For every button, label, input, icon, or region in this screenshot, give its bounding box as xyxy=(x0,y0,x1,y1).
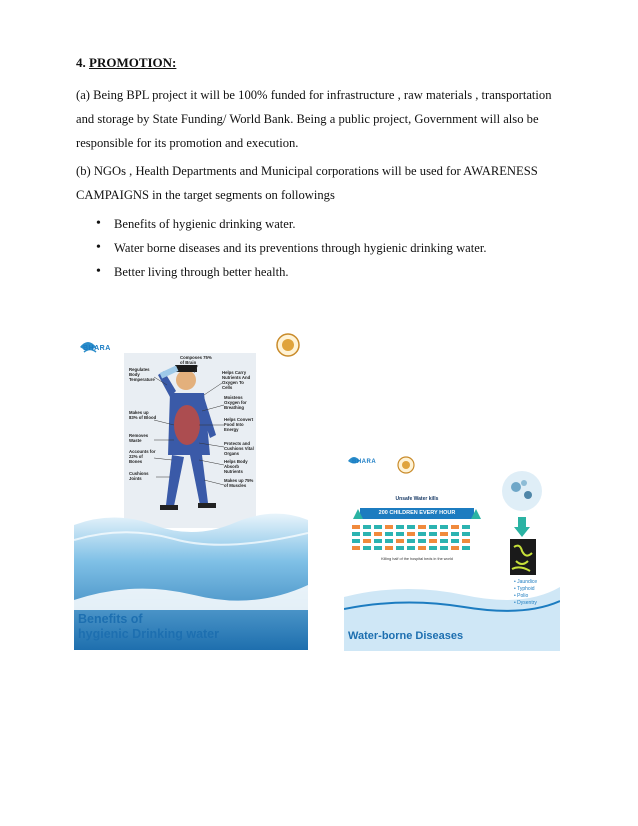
campaign-bullet-list xyxy=(96,212,487,284)
poster1-title-line2: hygienic Drinking water xyxy=(78,627,220,641)
hospital-bed-icon xyxy=(396,539,404,543)
hospital-bed-icon xyxy=(407,532,415,536)
government-seal-icon xyxy=(398,457,414,473)
disease-item: • Polio xyxy=(514,593,529,599)
hospital-bed-icon xyxy=(451,539,459,543)
hospital-bed-icon xyxy=(396,525,404,529)
disease-item: • Dysentry xyxy=(514,600,537,606)
label-oxygen: Moistens Oxygen for Breathing xyxy=(224,395,247,410)
hospital-bed-icon xyxy=(451,525,459,529)
label-bones: Accounts for 22% of Bones xyxy=(129,449,156,464)
hospital-bed-icon xyxy=(374,546,382,550)
hospital-bed-icon xyxy=(440,532,448,536)
hospital-bed-icon xyxy=(385,546,393,550)
section-title: PROMOTION: xyxy=(89,55,177,70)
hospital-bed-icon xyxy=(462,546,470,550)
down-arrow-icon xyxy=(514,517,530,537)
label-nutrients: Helps Carry Nutrients And Oxygen To Cells xyxy=(222,370,251,390)
hospital-bed-icon xyxy=(352,525,360,529)
hospital-bed-icon xyxy=(418,546,426,550)
hospital-bed-icon xyxy=(429,546,437,550)
label-joints: Cushions Joints xyxy=(129,471,149,481)
section-heading xyxy=(76,55,176,71)
government-seal-icon xyxy=(277,334,299,356)
hospital-beds-grid xyxy=(352,525,470,550)
disease-item: • Typhoid xyxy=(514,586,535,592)
bullet-item: • Water borne diseases and its preventions through hygienic drinking water. xyxy=(96,236,487,260)
hospital-bed-icon xyxy=(385,525,393,529)
hospital-bed-icon xyxy=(363,546,371,550)
hospital-bed-icon xyxy=(440,546,448,550)
hospital-bed-icon xyxy=(352,532,360,536)
hospital-bed-icon xyxy=(396,546,404,550)
bacteria-image xyxy=(510,539,536,575)
hospital-bed-icon xyxy=(451,532,459,536)
hospital-bed-icon xyxy=(440,525,448,529)
hospital-bed-icon xyxy=(385,532,393,536)
hospital-bed-icon xyxy=(385,539,393,543)
label-temperature: Regulates Body Temperature xyxy=(129,367,155,382)
hospital-bed-icon xyxy=(374,525,382,529)
label-brain: Composes 75% of Brain xyxy=(180,355,212,365)
hospital-bed-icon xyxy=(363,525,371,529)
hospital-bed-icon xyxy=(352,546,360,550)
poster-benefits-hygienic-water xyxy=(74,325,308,650)
hospital-bed-icon xyxy=(396,532,404,536)
label-muscles: Makes up 75% of Muscles xyxy=(224,478,254,488)
poster-benefits-illustration xyxy=(74,325,308,650)
hospital-bed-icon xyxy=(363,539,371,543)
hospital-bed-icon xyxy=(407,525,415,529)
section-number: 4. xyxy=(76,55,86,70)
poster-water-borne-diseases xyxy=(344,447,560,651)
hospital-bed-icon xyxy=(462,532,470,536)
bullet-item: • Benefits of hygienic drinking water. xyxy=(96,212,487,236)
hospital-bed-icon xyxy=(418,532,426,536)
hospital-bed-icon xyxy=(352,539,360,543)
poster2-title: Water-borne Diseases xyxy=(348,630,464,642)
headline-children-hourly: 200 CHILDREN EVERY HOUR xyxy=(378,510,456,516)
hospital-bed-icon xyxy=(374,532,382,536)
bullet-item: • Better living through better health. xyxy=(96,260,487,284)
poster2-logo-text: BHARA xyxy=(352,459,377,465)
paragraph-b: (b) NGOs , Health Departments and Municipal corporations will be used for AWARENESS CAMPAIGNS in the target segments on followings xyxy=(76,164,538,202)
label-energy: Helps Convert Food Into Energy xyxy=(224,417,254,432)
hospital-bed-icon xyxy=(429,539,437,543)
poster1-logo-text: BHARA xyxy=(83,345,111,352)
hospital-bed-icon xyxy=(429,525,437,529)
hospital-bed-icon xyxy=(407,546,415,550)
hospital-bed-icon xyxy=(451,546,459,550)
label-absorb: Helps Body Absorb Nutrients xyxy=(224,459,248,474)
disease-item: • Jaundice xyxy=(514,579,538,585)
label-organs: Protects and Cushions Vital Organs xyxy=(224,441,254,456)
subline-hospital-beds: Killing half of the hospital beds in the world xyxy=(381,557,453,561)
label-waste: Removes Waste xyxy=(129,433,149,443)
hospital-bed-icon xyxy=(407,539,415,543)
hospital-bed-icon xyxy=(462,525,470,529)
hospital-bed-icon xyxy=(418,525,426,529)
hospital-bed-icon xyxy=(374,539,382,543)
hospital-bed-icon xyxy=(363,532,371,536)
label-blood: Makes up 83% of Blood xyxy=(129,410,157,420)
poster1-title-line1: Benefits of xyxy=(78,612,143,626)
paragraph-a: (a) Being BPL project it will be 100% funded for infrastructure , raw materials , transportation and storage by State Funding/ World Bank. Being a public project, Government will also be responsible for its promotion and execution. xyxy=(76,88,552,150)
hospital-bed-icon xyxy=(418,539,426,543)
disease-list xyxy=(514,579,537,607)
hospital-bed-icon xyxy=(462,539,470,543)
headline-unsafe-water: Unsafe Water kills xyxy=(395,496,439,502)
hospital-bed-icon xyxy=(440,539,448,543)
microbe-image xyxy=(502,471,542,511)
poster-diseases-illustration xyxy=(344,447,560,651)
hospital-bed-icon xyxy=(429,532,437,536)
